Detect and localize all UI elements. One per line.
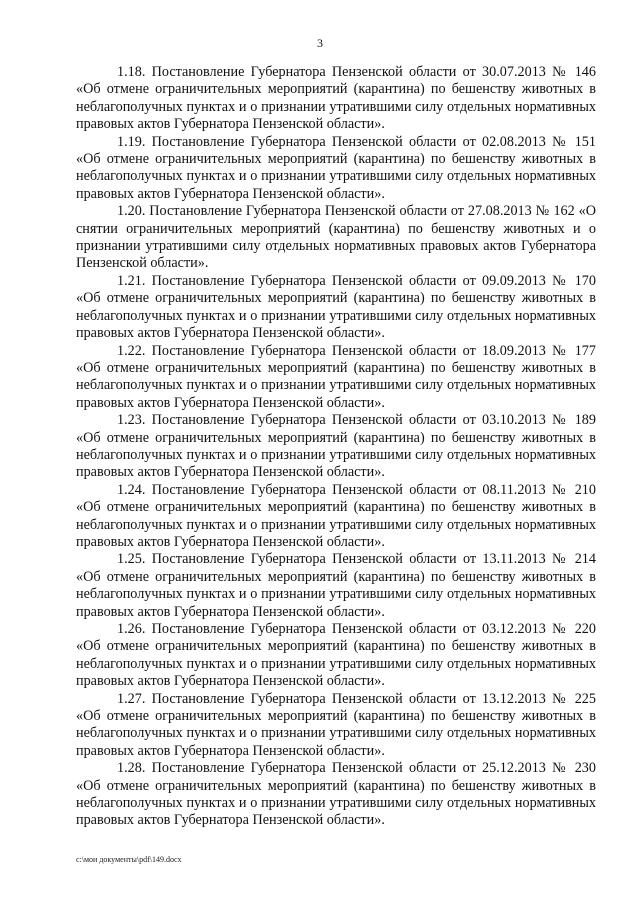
page-number: 3	[317, 36, 323, 50]
list-item: 1.23. Постановление Губернатора Пензенской области от 03.10.2013 № 189 «Об отмене ограничительных мероприятий (карантина) по бешенству животных в неблагополучных пунктах и о признании утратившими силу отдельных нормативных правовых актов Губернатора Пензенской области».	[76, 412, 596, 481]
list-item: 1.20. Постановление Губернатора Пензенской области от 27.08.2013 № 162 «О снятии ограничительных мероприятий (карантина) по бешенству животных и о признании утратившими силу отдельных нормативных правовых актов Губернатора Пензенской области».	[76, 203, 596, 272]
list-item: 1.27. Постановление Губернатора Пензенской области от 13.12.2013 № 225 «Об отмене ограничительных мероприятий (карантина) по бешенству животных в неблагополучных пунктах и о признании утратившими силу отдельных нормативных правовых актов Губернатора Пензенской области».	[76, 690, 596, 759]
list-item: 1.19. Постановление Губернатора Пензенской области от 02.08.2013 № 151 «Об отмене ограничительных мероприятий (карантина) по бешенству животных в неблагополучных пунктах и о признании утратившими силу отдельных нормативных правовых актов Губернатора Пензенской области».	[76, 133, 596, 202]
list-item: 1.28. Постановление Губернатора Пензенской области от 25.12.2013 № 230 «Об отмене ограничительных мероприятий (карантина) по бешенству животных в неблагополучных пунктах и о признании утратившими силу отдельных нормативных правовых актов Губернатора Пензенской области».	[76, 760, 596, 829]
list-item: 1.24. Постановление Губернатора Пензенской области от 08.11.2013 № 210 «Об отмене ограничительных мероприятий (карантина) по бешенству животных в неблагополучных пунктах и о признании утратившими силу отдельных нормативных правовых актов Губернатора Пензенской области».	[76, 481, 596, 550]
document-body	[76, 64, 596, 830]
list-item: 1.26. Постановление Губернатора Пензенской области от 03.12.2013 № 220 «Об отмене ограничительных мероприятий (карантина) по бешенству животных в неблагополучных пунктах и о признании утратившими силу отдельных нормативных правовых актов Губернатора Пензенской области».	[76, 621, 596, 690]
footer-file-path: c:\мои документы\pdf\149.docx	[76, 855, 182, 864]
list-item: 1.18. Постановление Губернатора Пензенской области от 30.07.2013 № 146 «Об отмене ограничительных мероприятий (карантина) по бешенству животных в неблагополучных пунктах и о признании утратившими силу отдельных нормативных правовых актов Губернатора Пензенской области».	[76, 64, 596, 133]
list-item: 1.22. Постановление Губернатора Пензенской области от 18.09.2013 № 177 «Об отмене ограничительных мероприятий (карантина) по бешенству животных в неблагополучных пунктах и о признании утратившими силу отдельных нормативных правовых актов Губернатора Пензенской области».	[76, 342, 596, 411]
list-item: 1.21. Постановление Губернатора Пензенской области от 09.09.2013 № 170 «Об отмене ограничительных мероприятий (карантина) по бешенству животных в неблагополучных пунктах и о признании утратившими силу отдельных нормативных правовых актов Губернатора Пензенской области».	[76, 272, 596, 342]
list-item: 1.25. Постановление Губернатора Пензенской области от 13.11.2013 № 214 «Об отмене ограничительных мероприятий (карантина) по бешенству животных в неблагополучных пунктах и о признании утратившими силу отдельных нормативных правовых актов Губернатора Пензенской области».	[76, 551, 596, 620]
